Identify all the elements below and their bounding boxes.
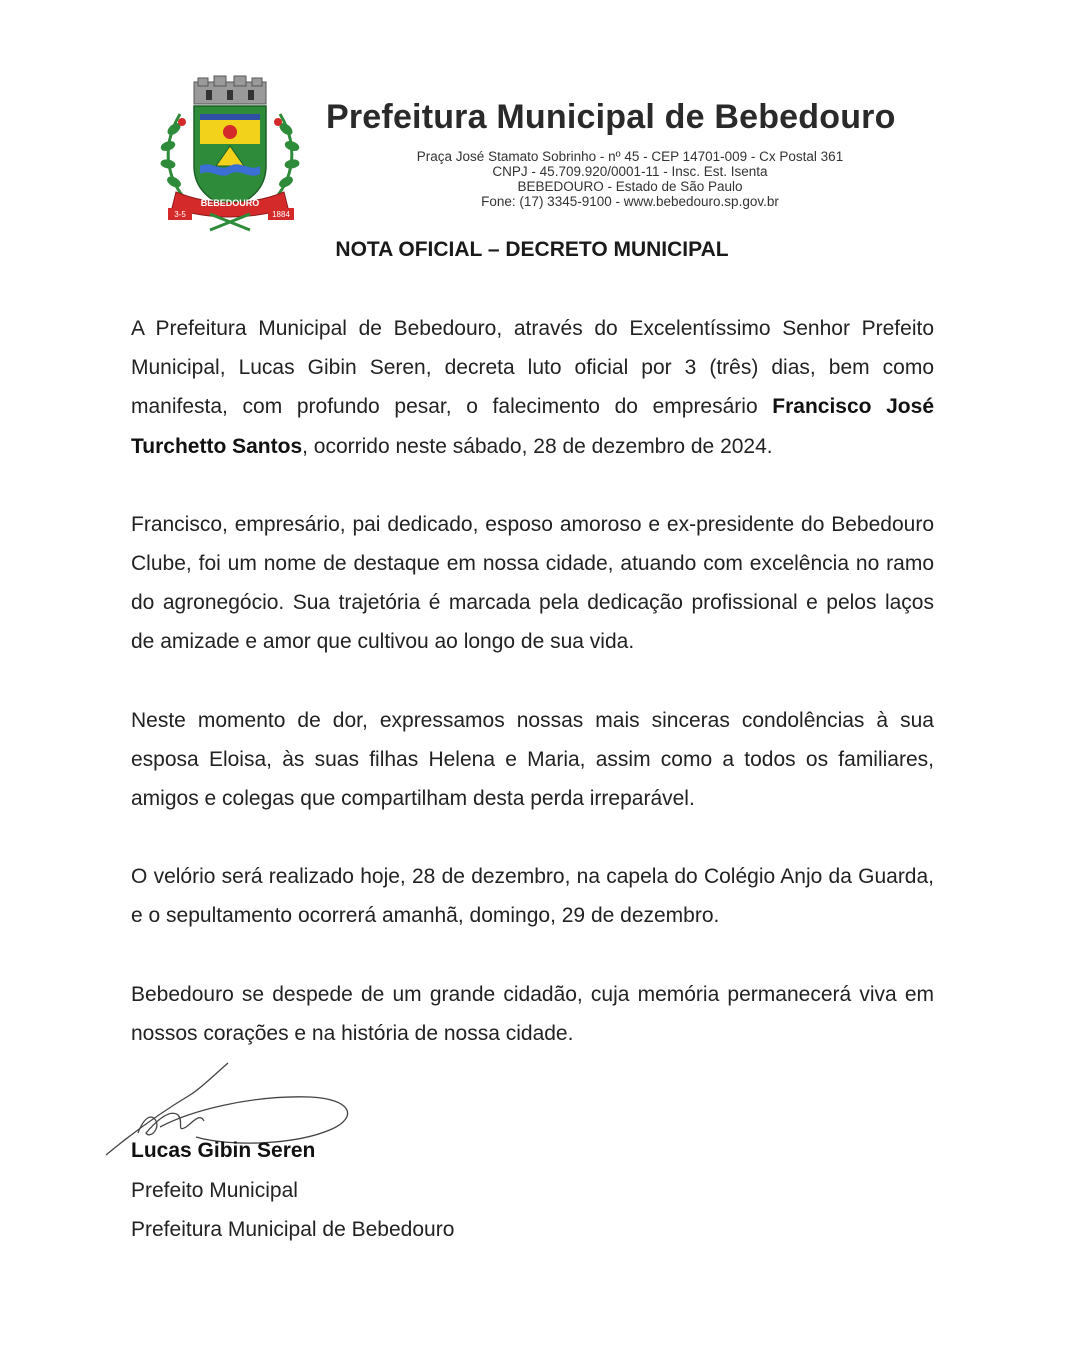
signer-name: Lucas Gibin Seren bbox=[131, 1139, 316, 1162]
contact-line: Fone: (17) 3345-9100 - www.bebedouro.sp.gov.br bbox=[481, 194, 779, 209]
paragraph-text: , ocorrido neste sábado, 28 de dezembro de 2024. bbox=[302, 434, 773, 458]
address-line: Praça José Stamato Sobrinho - nº 45 - CEP 14701-009 - Cx Postal 361 bbox=[416, 149, 844, 164]
crest-banner-text: BEBEDOURO bbox=[200, 198, 260, 208]
paragraph-condolences: Neste momento de dor, expressamos nossas mais sinceras condolências à sua esposa Eloisa, às suas filhas Helena e Maria, assim como a todos os familiares, amigos e colegas que compartilham desta perda irreparável. bbox=[131, 708, 934, 811]
tax-id-line: CNPJ - 45.709.920/0001-11 - Insc. Est. Isenta bbox=[492, 164, 768, 179]
organization-info bbox=[360, 149, 900, 209]
paragraph-closing: Bebedouro se despede de um grande cidadão, cuja memória permanecerá viva em nossos corações e na história de nossa cidade. bbox=[131, 982, 934, 1045]
organization-title: Prefeitura Municipal de Bebedouro bbox=[326, 98, 896, 136]
coat-of-arms-icon bbox=[150, 74, 310, 234]
crest-left-tag: 3-5 bbox=[174, 210, 186, 219]
paragraph-text: A Prefeitura Municipal de Bebedouro, através do Excelentíssimo Senhor Prefeito Municipal, Lucas Gibin Seren, decreta luto oficial por 3 (três) dias, bem como manifesta, com profundo pesar, o falecimento do empresário bbox=[131, 317, 934, 419]
signature-block bbox=[131, 1131, 454, 1250]
paragraph-funeral-info: O velório será realizado hoje, 28 de dezembro, na capela do Colégio Anjo da Guarda, e o sepultamento ocorrerá amanhã, domingo, 29 de dezembro. bbox=[131, 865, 934, 928]
crest-right-tag: 1884 bbox=[272, 210, 290, 219]
city-state-line: BEBEDOURO - Estado de São Paulo bbox=[517, 179, 743, 194]
document-title: NOTA OFICIAL – DECRETO MUNICIPAL bbox=[335, 238, 729, 261]
paragraph-biography: Francisco, empresário, pai dedicado, esposo amoroso e ex-presidente do Bebedouro Clube, foi um nome de destaque em nossa cidade, atuando com excelência no ramo do agronegócio. Sua trajetória é marcada pela dedicação profissional e pelos laços de amizade e amor que cultivou ao longo de sua vida. bbox=[131, 512, 934, 654]
signer-role: Prefeito Municipal bbox=[131, 1178, 298, 1202]
document-body bbox=[131, 309, 934, 1092]
deceased-name: Francisco José Turchetto Santos bbox=[131, 395, 934, 458]
signer-organization: Prefeitura Municipal de Bebedouro bbox=[131, 1218, 455, 1241]
paragraph-announcement bbox=[131, 309, 934, 466]
